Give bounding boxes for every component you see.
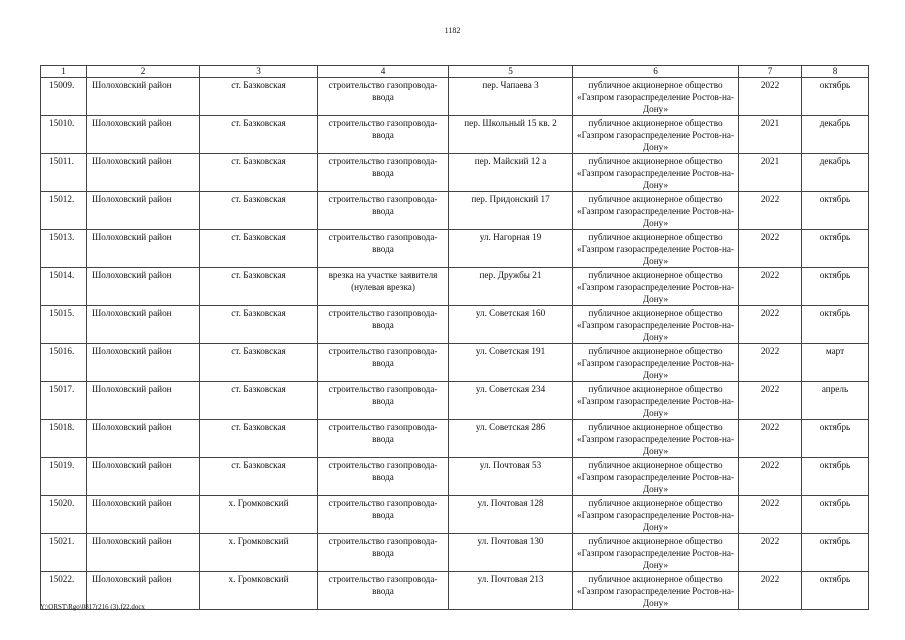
column-header: 1	[41, 66, 87, 78]
table-row	[41, 192, 869, 230]
district-cell: Шолоховский район	[87, 572, 200, 610]
settlement-cell: х. Громковский	[200, 572, 318, 610]
district-cell: Шолоховский район	[87, 496, 200, 534]
address-cell: ул. Советская 191	[449, 344, 573, 382]
settlement-cell: ст. Базковская	[200, 78, 318, 116]
year-cell: 2022	[739, 192, 802, 230]
column-header: 4	[318, 66, 449, 78]
district-cell: Шолоховский район	[87, 382, 200, 420]
organization-cell: публичное акционерное общество «Газпром газораспределение Ростов-на-Дону»	[573, 344, 739, 382]
column-header: 2	[87, 66, 200, 78]
table-row	[41, 534, 869, 572]
table-row	[41, 382, 869, 420]
month-cell: октябрь	[802, 192, 869, 230]
organization-cell: публичное акционерное общество «Газпром газораспределение Ростов-на-Дону»	[573, 268, 739, 306]
work-type-cell: строительство газопровода-ввода	[318, 496, 449, 534]
year-cell: 2021	[739, 116, 802, 154]
work-type-cell: строительство газопровода-ввода	[318, 230, 449, 268]
district-cell: Шолоховский район	[87, 116, 200, 154]
row-number: 15011.	[41, 154, 87, 192]
work-type-cell: строительство газопровода-ввода	[318, 192, 449, 230]
year-cell: 2021	[739, 154, 802, 192]
organization-cell: публичное акционерное общество «Газпром газораспределение Ростов-на-Дону»	[573, 192, 739, 230]
table-row	[41, 572, 869, 610]
year-cell: 2022	[739, 420, 802, 458]
table-row	[41, 344, 869, 382]
district-cell: Шолоховский район	[87, 306, 200, 344]
year-cell: 2022	[739, 534, 802, 572]
month-cell: октябрь	[802, 420, 869, 458]
year-cell: 2022	[739, 78, 802, 116]
table-row	[41, 458, 869, 496]
row-number: 15022.	[41, 572, 87, 610]
column-header: 7	[739, 66, 802, 78]
organization-cell: публичное акционерное общество «Газпром газораспределение Ростов-на-Дону»	[573, 496, 739, 534]
address-cell: ул. Почтовая 128	[449, 496, 573, 534]
work-type-cell: строительство газопровода-ввода	[318, 78, 449, 116]
settlement-cell: ст. Базковская	[200, 344, 318, 382]
address-cell: пер. Майский 12 а	[449, 154, 573, 192]
district-cell: Шолоховский район	[87, 154, 200, 192]
settlement-cell: ст. Базковская	[200, 458, 318, 496]
row-number: 15009.	[41, 78, 87, 116]
settlement-cell: ст. Базковская	[200, 116, 318, 154]
row-number: 15016.	[41, 344, 87, 382]
year-cell: 2022	[739, 306, 802, 344]
address-cell: ул. Почтовая 213	[449, 572, 573, 610]
organization-cell: публичное акционерное общество «Газпром газораспределение Ростов-на-Дону»	[573, 230, 739, 268]
work-type-cell: строительство газопровода-ввода	[318, 534, 449, 572]
month-cell: апрель	[802, 382, 869, 420]
header-row	[41, 66, 869, 78]
row-number: 15018.	[41, 420, 87, 458]
table-row	[41, 420, 869, 458]
month-cell: октябрь	[802, 268, 869, 306]
address-cell: ул. Советская 286	[449, 420, 573, 458]
settlement-cell: ст. Базковская	[200, 192, 318, 230]
district-cell: Шолоховский район	[87, 458, 200, 496]
work-type-cell: строительство газопровода-ввода	[318, 116, 449, 154]
district-cell: Шолоховский район	[87, 420, 200, 458]
table-row	[41, 496, 869, 534]
organization-cell: публичное акционерное общество «Газпром газораспределение Ростов-на-Дону»	[573, 572, 739, 610]
district-cell: Шолоховский район	[87, 268, 200, 306]
table-row	[41, 268, 869, 306]
address-cell: пер. Дружбы 21	[449, 268, 573, 306]
month-cell: декабрь	[802, 116, 869, 154]
month-cell: октябрь	[802, 572, 869, 610]
column-header: 6	[573, 66, 739, 78]
address-cell: ул. Советская 160	[449, 306, 573, 344]
row-number: 15012.	[41, 192, 87, 230]
month-cell: октябрь	[802, 458, 869, 496]
work-type-cell: врезка на участке заявителя (нулевая врезка)	[318, 268, 449, 306]
row-number: 15017.	[41, 382, 87, 420]
month-cell: октябрь	[802, 230, 869, 268]
year-cell: 2022	[739, 382, 802, 420]
table-row	[41, 116, 869, 154]
work-type-cell: строительство газопровода-ввода	[318, 154, 449, 192]
address-cell: ул. Нагорная 19	[449, 230, 573, 268]
organization-cell: публичное акционерное общество «Газпром газораспределение Ростов-на-Дону»	[573, 306, 739, 344]
column-header: 3	[200, 66, 318, 78]
month-cell: октябрь	[802, 534, 869, 572]
table-row	[41, 78, 869, 116]
row-number: 15010.	[41, 116, 87, 154]
settlement-cell: ст. Базковская	[200, 306, 318, 344]
row-number: 15020.	[41, 496, 87, 534]
district-cell: Шолоховский район	[87, 78, 200, 116]
organization-cell: публичное акционерное общество «Газпром газораспределение Ростов-на-Дону»	[573, 382, 739, 420]
work-type-cell: строительство газопровода-ввода	[318, 572, 449, 610]
settlement-cell: ст. Базковская	[200, 230, 318, 268]
file-path-footer: Y:\ORST\Rgo\0817r216 (3).f22.docx	[40, 603, 145, 611]
table-row	[41, 154, 869, 192]
year-cell: 2022	[739, 572, 802, 610]
row-number: 15019.	[41, 458, 87, 496]
organization-cell: публичное акционерное общество «Газпром газораспределение Ростов-на-Дону»	[573, 116, 739, 154]
organization-cell: публичное акционерное общество «Газпром газораспределение Ростов-на-Дону»	[573, 458, 739, 496]
district-cell: Шолоховский район	[87, 192, 200, 230]
row-number: 15014.	[41, 268, 87, 306]
row-number: 15021.	[41, 534, 87, 572]
organization-cell: публичное акционерное общество «Газпром газораспределение Ростов-на-Дону»	[573, 534, 739, 572]
work-type-cell: строительство газопровода-ввода	[318, 306, 449, 344]
organization-cell: публичное акционерное общество «Газпром газораспределение Ростов-на-Дону»	[573, 154, 739, 192]
work-type-cell: строительство газопровода-ввода	[318, 344, 449, 382]
month-cell: октябрь	[802, 496, 869, 534]
year-cell: 2022	[739, 230, 802, 268]
address-cell: ул. Почтовая 53	[449, 458, 573, 496]
settlement-cell: ст. Базковская	[200, 268, 318, 306]
organization-cell: публичное акционерное общество «Газпром газораспределение Ростов-на-Дону»	[573, 420, 739, 458]
address-cell: пер. Чапаева 3	[449, 78, 573, 116]
settlement-cell: ст. Базковская	[200, 382, 318, 420]
month-cell: декабрь	[802, 154, 869, 192]
year-cell: 2022	[739, 268, 802, 306]
table-row	[41, 306, 869, 344]
settlement-cell: х. Громковский	[200, 496, 318, 534]
address-cell: ул. Советская 234	[449, 382, 573, 420]
district-cell: Шолоховский район	[87, 534, 200, 572]
district-cell: Шолоховский район	[87, 344, 200, 382]
table-row	[41, 230, 869, 268]
column-header: 8	[802, 66, 869, 78]
gasification-table	[40, 65, 869, 610]
address-cell: пер. Школьный 15 кв. 2	[449, 116, 573, 154]
row-number: 15015.	[41, 306, 87, 344]
settlement-cell: ст. Базковская	[200, 420, 318, 458]
month-cell: март	[802, 344, 869, 382]
organization-cell: публичное акционерное общество «Газпром газораспределение Ростов-на-Дону»	[573, 78, 739, 116]
column-header: 5	[449, 66, 573, 78]
work-type-cell: строительство газопровода-ввода	[318, 382, 449, 420]
work-type-cell: строительство газопровода-ввода	[318, 420, 449, 458]
work-type-cell: строительство газопровода-ввода	[318, 458, 449, 496]
row-number: 15013.	[41, 230, 87, 268]
settlement-cell: х. Громковский	[200, 534, 318, 572]
year-cell: 2022	[739, 496, 802, 534]
address-cell: ул. Почтовая 130	[449, 534, 573, 572]
address-cell: пер. Придонский 17	[449, 192, 573, 230]
year-cell: 2022	[739, 458, 802, 496]
month-cell: октябрь	[802, 78, 869, 116]
page-number: 1182	[444, 26, 461, 35]
district-cell: Шолоховский район	[87, 230, 200, 268]
year-cell: 2022	[739, 344, 802, 382]
month-cell: октябрь	[802, 306, 869, 344]
settlement-cell: ст. Базковская	[200, 154, 318, 192]
